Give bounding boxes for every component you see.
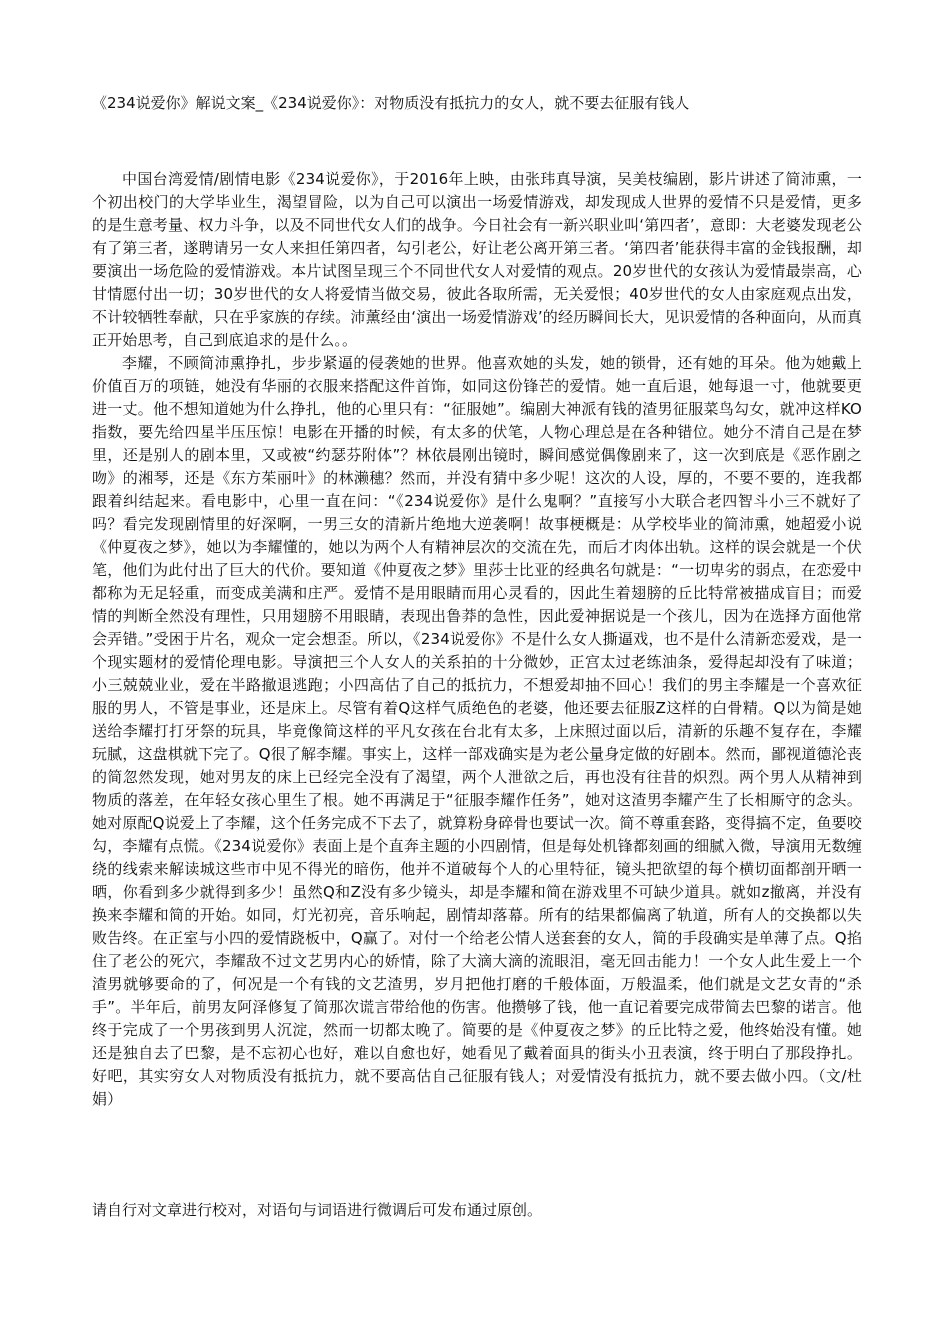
article-body	[92, 168, 862, 1111]
paragraph-intro: 中国台湾爱情/剧情电影《234说爱你》，于2016年上映，由张玮真导演，吴美枝编剧，影片讲述了简沛熏，一个初出校门的大学毕业生，渴望冒险，以为自己可以演出一场爱情游戏，却发现成人世界的爱情不只是爱情，更多的是生意考量、权力斗争，以及不同世代女人们的战争。今日社会有一新兴职业叫‘第四者’，意即：大老婆发现老公有了第三者，遂聘请另一女人来担任第四者，勾引老公，好让老公离开第三者。‘第四者’能获得丰富的金钱报酬，却要演出一场危险的爱情游戏。本片试图呈现三个不同世代女人对爱情的观点。20岁世代的女孩认为爱情最崇高，心甘情愿付出一切；30岁世代的女人将爱情当做交易，彼此各取所需，无关爱恨；40岁世代的女人由家庭观点出发，不计较牺牲奉献，只在乎家族的存续。沛薰经由‘演出一场爱情游戏’的经历瞬间长大，见识爱情的各种面向，从而真正开始思考，自己到底追求的是什么。。	[92, 170, 862, 349]
proofreading-note: 请自行对文章进行校对，对语句与词语进行微调后可发布通过原创。	[92, 1201, 543, 1219]
paragraph-review: 李耀，不顾简沛熏挣扎，步步紧逼的侵袭她的世界。他喜欢她的头发，她的锁骨，还有她的耳朵。他为她戴上价值百万的项链，她没有华丽的衣服来搭配这件首饰，如同这份锋芒的爱情。她一直后退，她每退一寸，他就要更进一丈。他不想知道她为什么挣扎，他的心里只有：“征服她”。编剧大神派有钱的渣男征服菜鸟勾女，就冲这样KO指数，要先给四星半压压惊！电影在开播的时候，有太多的伏笔，人物心理总是在各种错位。她分不清自己是在梦里，还是别人的剧本里，又或被“约瑟芬附体”？林依晨刚出镜时，瞬间感觉偶像剧来了，这一次到底是《恶作剧之吻》的湘琴，还是《东方茱丽叶》的林濑穗？然而，并没有猜中多少呢！这次的人设，厚的，不要不要的，连我都跟着纠结起来。看电影中，心里一直在问：“《234说爱你》是什么鬼啊？”直接写小大联合老四智斗小三不就好了吗？看完发现剧情里的好深啊，一男三女的清新片绝地大逆袭啊！故事梗概是：从学校毕业的简沛熏，她超爱小说《仲夏夜之梦》，她以为李耀懂的，她以为两个人有精神层次的交流在先，而后才肉体出轨。这样的误会就是一个伏笔，他们为此付出了巨大的代价。要知道《仲夏夜之梦》里莎士比亚的经典名句就是：“一切卑劣的弱点，在恋爱中都称为无足轻重，而变成美满和庄严。爱情不是用眼睛而用心灵看的，因此生着翅膀的丘比特常被描成盲目；而爱情的判断全然没有理性，只用翅膀不用眼睛，表现出鲁莽的急性，因此爱神据说是一个孩儿，因为在选择方面他常会弄错。”受困于片名，观众一定会想歪。所以，《234说爱你》不是什么女人撕逼戏，也不是什么清新恋爱戏，是一个现实题材的爱情伦理电影。导演把三个人女人的关系拍的十分微妙，正宫太过老练油条，爱得起却没有了味道；小三兢兢业业，爱在半路撤退逃跑；小四高估了自己的抵抗力，不想爱却抽不回心！我们的男主李耀是一个喜欢征服的男人，不管是事业，还是床上。尽管有着Q这样气质绝色的老婆，他还要去征服Z这样的白骨精。Q以为简是她送给李耀打打牙祭的玩具，毕竟像简这样的平凡女孩在台北有太多，上床照过面以后，清新的乐趣不复存在，李耀玩腻，这盘棋就下完了。Q很了解李耀。事实上，这样一部戏确实是为老公量身定做的好剧本。然而，鄙视道德沦丧的简忽然发现，她对男友的床上已经完全没有了渴望，两个人泄欲之后，再也没有往昔的炽烈。两个男人从精神到物质的落差，在年轻女孩心里生了根。她不再满足于“征服李耀作任务”，她对这渣男李耀产生了长相厮守的念头。她对原配Q说爱上了李耀，这个任务完成不下去了，就算粉身碎骨也要试一次。简不尊重套路，变得搞不定，鱼要咬勾，李耀有点慌。《234说爱你》表面上是个直奔主题的小四剧情，但是每处机锋都刻画的细腻入微，导演用无数缠绕的线索来解读城这些市中见不得光的暗伤，他并不道破每个人的心里特征，镜头把欲望的每个横切面都剖开晒一晒，你看到多少就得到多少！虽然Q和Z没有多少镜头，却是李耀和简在游戏里不可缺少道具。就如z撤离，并没有换来李耀和简的开始。如同，灯光初亮，音乐响起，剧情却落幕。所有的结果都偏离了轨道，所有人的交换都以失败告终。在正室与小四的爱情跷板中，Q赢了。对付一个给老公情人送套套的女人，简的手段确实是单薄了点。Q掐住了老公的死穴，李耀敌不过文艺男内心的娇情，除了大滴大滴的流眼泪，毫无回击能力！一个女人此生爱上一个渣男就够要命的了，何况是一个有钱的文艺渣男，岁月把他打磨的千般体面，万般温柔，他们就是文艺女青的“杀手”。半年后，前男友阿泽修复了简那次谎言带给他的伤害。他攒够了钱，他一直记着要完成带简去巴黎的诺言。他终于完成了一个男孩到男人沉淀，然而一切都太晚了。简要的是《仲夏夜之梦》的丘比特之爱，他终始没有懂。她还是独自去了巴黎，是不忘初心也好，难以自愈也好，她看见了戴着面具的街头小丑表演，终于明白了那段挣扎。好吧，其实穷女人对物质没有抵抗力，就不要高估自己征服有钱人；对爱情没有抵抗力，就不要去做小四。（文/杜娟）	[92, 354, 862, 1108]
document-title: 《234说爱你》解说文案_《234说爱你》：对物质没有抵抗力的女人，就不要去征服有钱人	[92, 94, 690, 112]
